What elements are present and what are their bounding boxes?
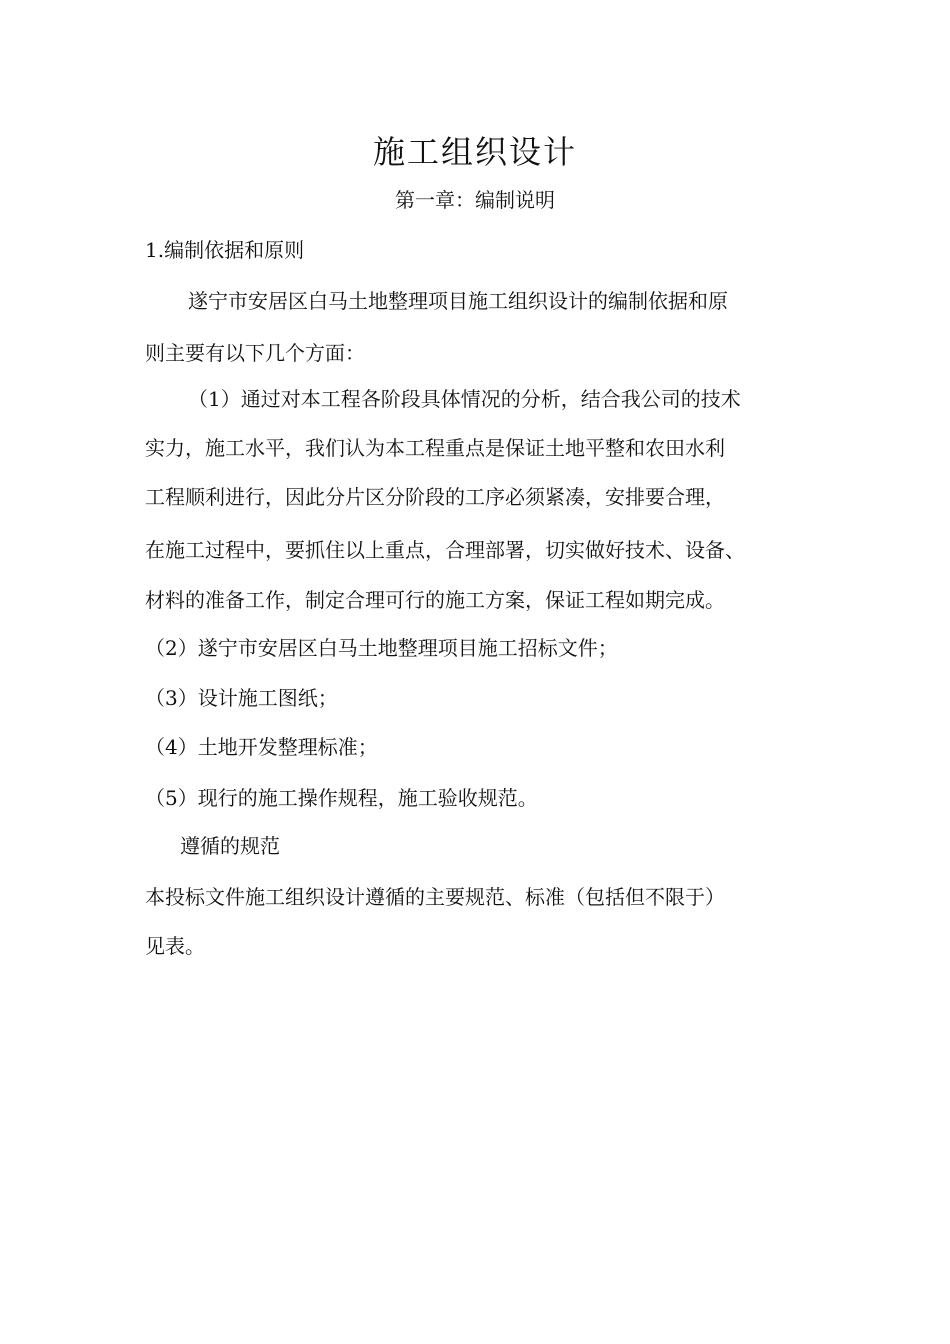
item-1-line: 实力，施工水平，我们认为本工程重点是保证土地平整和农田水利	[145, 436, 725, 460]
intro-line: 则主要有以下几个方面：	[145, 341, 365, 365]
item-1-line: 在施工过程中，要抓住以上重点，合理部署，切实做好技术、设备、	[145, 538, 745, 562]
section-heading: 1.编制依据和原则	[145, 238, 305, 262]
item-4: （4）土地开发整理标准；	[145, 735, 378, 759]
item-1-line: 工程顺利进行，因此分片区分阶段的工序必须紧凑，安排要合理，	[145, 485, 725, 509]
item-5: （5）现行的施工操作规程，施工验收规范。	[145, 786, 538, 810]
norms-heading: 遵循的规范	[180, 834, 280, 858]
item-2: （2）遂宁市安居区白马土地整理项目施工招标文件；	[145, 636, 618, 660]
intro-line: 遂宁市安居区白马土地整理项目施工组织设计的编制依据和原	[188, 289, 728, 313]
item-1-line: 材料的准备工作，制定合理可行的施工方案，保证工程如期完成。	[145, 588, 725, 612]
norms-paragraph-line: 见表。	[145, 934, 205, 958]
item-1-line: （1）通过对本工程各阶段具体情况的分析，结合我公司的技术	[188, 387, 741, 411]
chapter-heading: 第一章：编制说明	[395, 188, 555, 212]
document-title: 施工组织设计	[372, 133, 577, 171]
item-3: （3）设计施工图纸；	[145, 686, 338, 710]
norms-paragraph-line: 本投标文件施工组织设计遵循的主要规范、标准（包括但不限于）	[145, 885, 725, 909]
